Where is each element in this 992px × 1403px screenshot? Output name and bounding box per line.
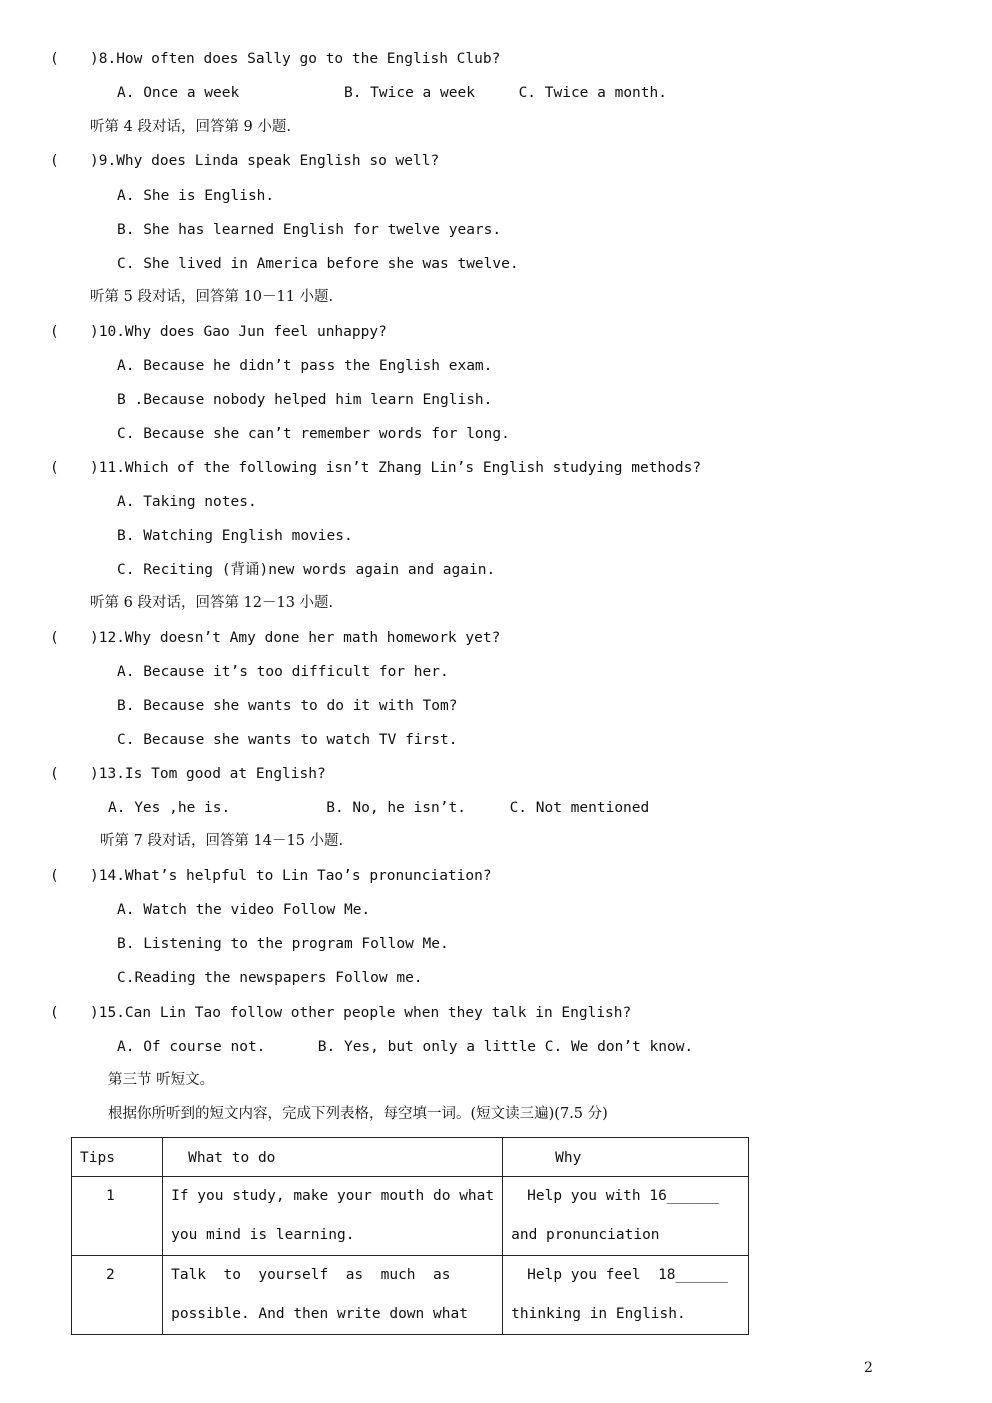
section-6-instruction: 听第 6 段对话，回答第 12－13 小题.	[90, 595, 334, 611]
question-13: )13.Is Tom good at English?	[90, 766, 326, 782]
question-8-options: A. Once a week B. Twice a week C. Twice a month.	[117, 85, 667, 101]
question-12-option-a: A. Because it’s too difficult for her.	[117, 664, 449, 680]
section-3-instruction: 根据你所听到的短文内容，完成下列表格，每空填一词。(短文读三遍)(7.5 分)	[108, 1106, 608, 1122]
answer-paren: (	[50, 868, 59, 884]
section-5-instruction: 听第 5 段对话，回答第 10－11 小题.	[90, 289, 334, 305]
question-10-option-b: B .Because nobody helped him learn English.	[117, 392, 493, 408]
what-line-1: Talk to yourself as much as	[171, 1267, 451, 1283]
why-line-1: Help you feel 18______	[527, 1267, 728, 1283]
answer-paren: (	[50, 153, 59, 169]
answer-paren: (	[50, 460, 59, 476]
question-14: )14.What’s helpful to Lin Tao’s pronunciation?	[90, 868, 492, 884]
question-9: )9.Why does Linda speak English so well?	[90, 153, 440, 169]
question-12: )12.Why doesn’t Amy done her math homework yet?	[90, 630, 501, 646]
question-15: )15.Can Lin Tao follow other people when they talk in English?	[90, 1005, 632, 1021]
answer-paren: (	[50, 766, 59, 782]
section-3-title: 第三节 听短文。	[108, 1072, 215, 1088]
why-line-1: Help you with 16______	[527, 1188, 720, 1204]
what-line-2: possible. And then write down what	[171, 1306, 468, 1322]
why-line-2: thinking in English.	[511, 1306, 686, 1322]
question-10-option-a: A. Because he didn’t pass the English exam.	[117, 358, 493, 374]
question-11-option-b: B. Watching English movies.	[117, 528, 353, 544]
question-14-option-a: A. Watch the video Follow Me.	[117, 902, 371, 918]
answer-paren: (	[50, 1005, 59, 1021]
question-14-option-b: B. Listening to the program Follow Me.	[117, 936, 449, 952]
question-10: )10.Why does Gao Jun feel unhappy?	[90, 324, 387, 340]
section-4-instruction: 听第 4 段对话，回答第 9 小题.	[90, 119, 291, 135]
answer-paren: (	[50, 324, 59, 340]
tips-table	[71, 1137, 749, 1335]
what-line-1: If you study, make your mouth do what	[171, 1188, 495, 1204]
header-what-to-do: What to do	[188, 1150, 276, 1166]
question-12-option-b: B. Because she wants to do it with Tom?	[117, 698, 458, 714]
question-8: )8.How often does Sally go to the English Club?	[90, 51, 501, 67]
section-7-instruction: 听第 7 段对话，回答第 14－15 小题.	[100, 833, 344, 849]
tip-number: 1	[106, 1188, 115, 1204]
table-row	[72, 1256, 749, 1335]
question-11-option-a: A. Taking notes.	[117, 494, 257, 510]
question-9-option-a: A. She is English.	[117, 188, 275, 204]
page-number: 2	[864, 1360, 873, 1376]
answer-paren: (	[50, 630, 59, 646]
answer-paren: (	[50, 51, 59, 67]
table-header-row	[72, 1138, 749, 1177]
question-14-option-c: C.Reading the newspapers Follow me.	[117, 970, 423, 986]
question-9-option-b: B. She has learned English for twelve years.	[117, 222, 502, 238]
tip-number: 2	[106, 1267, 115, 1283]
question-11: )11.Which of the following isn’t Zhang Lin’s English studying methods?	[90, 460, 702, 476]
what-line-2: you mind is learning.	[171, 1227, 355, 1243]
table-row	[72, 1177, 749, 1256]
question-9-option-c: C. She lived in America before she was twelve.	[117, 256, 519, 272]
question-12-option-c: C. Because she wants to watch TV first.	[117, 732, 458, 748]
why-line-2: and pronunciation	[511, 1227, 660, 1243]
question-13-options: A. Yes ,he is. B. No, he isn’t. C. Not mentioned	[108, 800, 650, 816]
question-10-option-c: C. Because she can’t remember words for long.	[117, 426, 510, 442]
question-11-option-c: C. Reciting (背诵)new words again and again.	[117, 562, 496, 578]
header-why: Why	[555, 1150, 582, 1166]
question-15-options: A. Of course not. B. Yes, but only a little C. We don’t know.	[117, 1039, 694, 1055]
header-tips: Tips	[80, 1150, 115, 1166]
